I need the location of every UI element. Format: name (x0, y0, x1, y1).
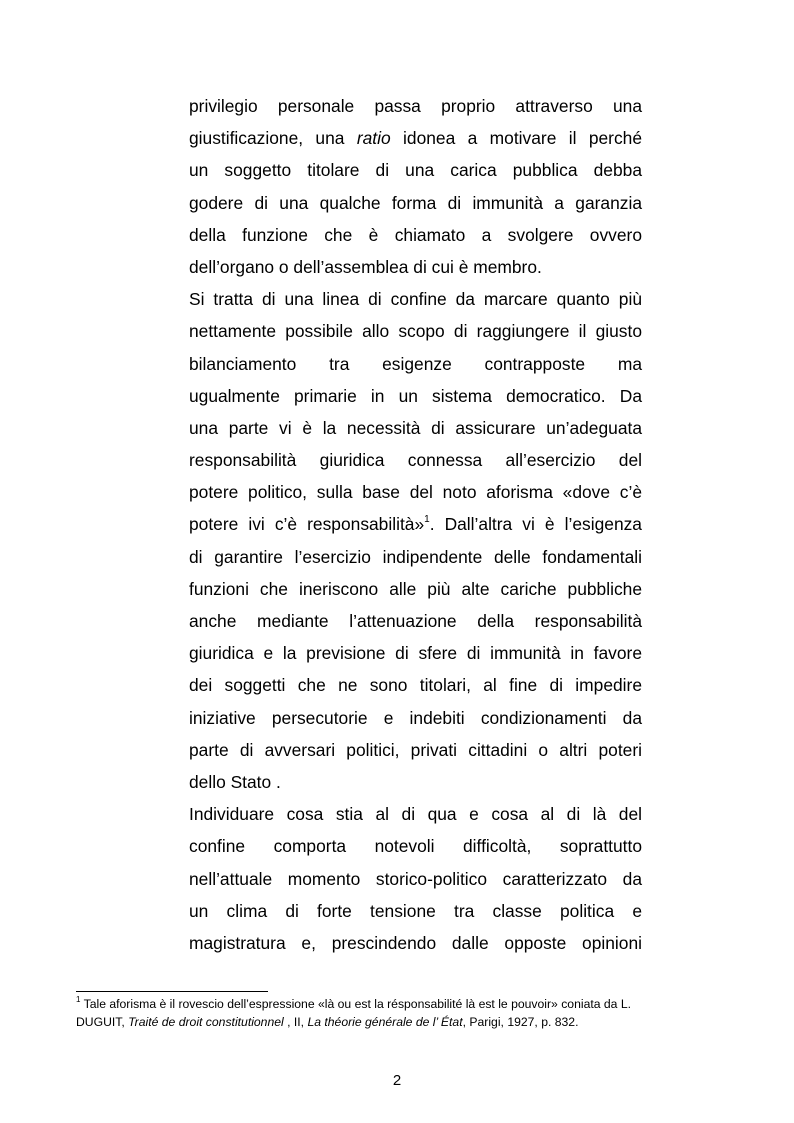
body-text (189, 90, 642, 959)
text-line: giuridica e la previsione di sfere di immunità in favore (189, 643, 642, 664)
footnote-book-subtitle: La théorie générale de l’ État (307, 1015, 463, 1029)
text-line: potere ivi c’è responsabilità»$^1$. Dall’altra vi è l’esigenza (189, 513, 642, 535)
footnote (76, 995, 682, 1031)
text-line: di garantire l’esercizio indipendente delle fondamentali (189, 546, 642, 567)
footnote-line: DUGUIT, Traité de droit constitutionnel , II, La théorie générale de l’ État, Parigi, 1927, p. 832. (76, 1015, 579, 1029)
text-line: iniziative persecutorie e indebiti condizionamenti da (189, 707, 642, 728)
text-line: godere di una qualche forma di immunità a garanzia (189, 192, 642, 213)
text-line: dei soggetti che ne sono titolari, al fine di impedire (189, 675, 642, 696)
text-line: nettamente possibile allo scopo di raggiungere il giusto (189, 321, 642, 342)
footnote-book-title: Traité de droit constitutionnel (128, 1015, 284, 1029)
text-line: dello Stato . (189, 771, 281, 792)
text-line: funzioni che ineriscono alle più alte cariche pubbliche (189, 578, 642, 599)
footnote-reference[interactable]: 1 (424, 513, 430, 525)
text-line: un clima di forte tensione tra classe politica e (189, 900, 642, 921)
text-line: potere politico, sulla base del noto aforisma «dove c’è (189, 482, 642, 503)
text-line: una parte vi è la necessità di assicurare un’adeguata (189, 417, 642, 438)
page-number: 2 (392, 1072, 402, 1089)
text-line: confine comporta notevoli difficoltà, soprattutto (189, 836, 642, 857)
text-line: giustificazione, una ratio idonea a motivare il perché (189, 128, 642, 149)
text-line: della funzione che è chiamato a svolgere ovvero (189, 224, 642, 245)
text-line: Si tratta di una linea di confine da marcare quanto più (189, 289, 642, 310)
text-line: magistratura e, prescindendo dalle opposte opinioni (189, 932, 642, 953)
text-line: Individuare cosa stia al di qua e cosa al di là del (189, 804, 642, 825)
text-line: privilegio personale passa proprio attraverso una (189, 96, 642, 116)
text-line: un soggetto titolare di una carica pubblica debba (189, 160, 642, 181)
footnote-line: $^1$ Tale aforisma è il rovescio dell’espressione «là ou est la résponsabilité là est le pouvoir» coniata da L. (76, 994, 632, 1011)
italic-term: ratio (356, 128, 391, 149)
text-line: parte di avversari politici, privati cittadini o altri poteri (189, 739, 642, 760)
footnote-separator (76, 991, 268, 992)
text-line: dell’organo o dell’assemblea di cui è membro. (189, 256, 542, 277)
footnote-marker: 1 (76, 994, 81, 1004)
text-line: responsabilità giuridica connessa all’esercizio del (189, 450, 642, 471)
text-line: bilanciamento tra esigenze contrapposte ma (189, 353, 642, 374)
text-line: anche mediante l’attenuazione della responsabilità (189, 611, 642, 631)
text-line: ugualmente primarie in un sistema democratico. Da (189, 385, 642, 406)
text-line: nell’attuale momento storico-politico caratterizzato da (189, 868, 642, 889)
